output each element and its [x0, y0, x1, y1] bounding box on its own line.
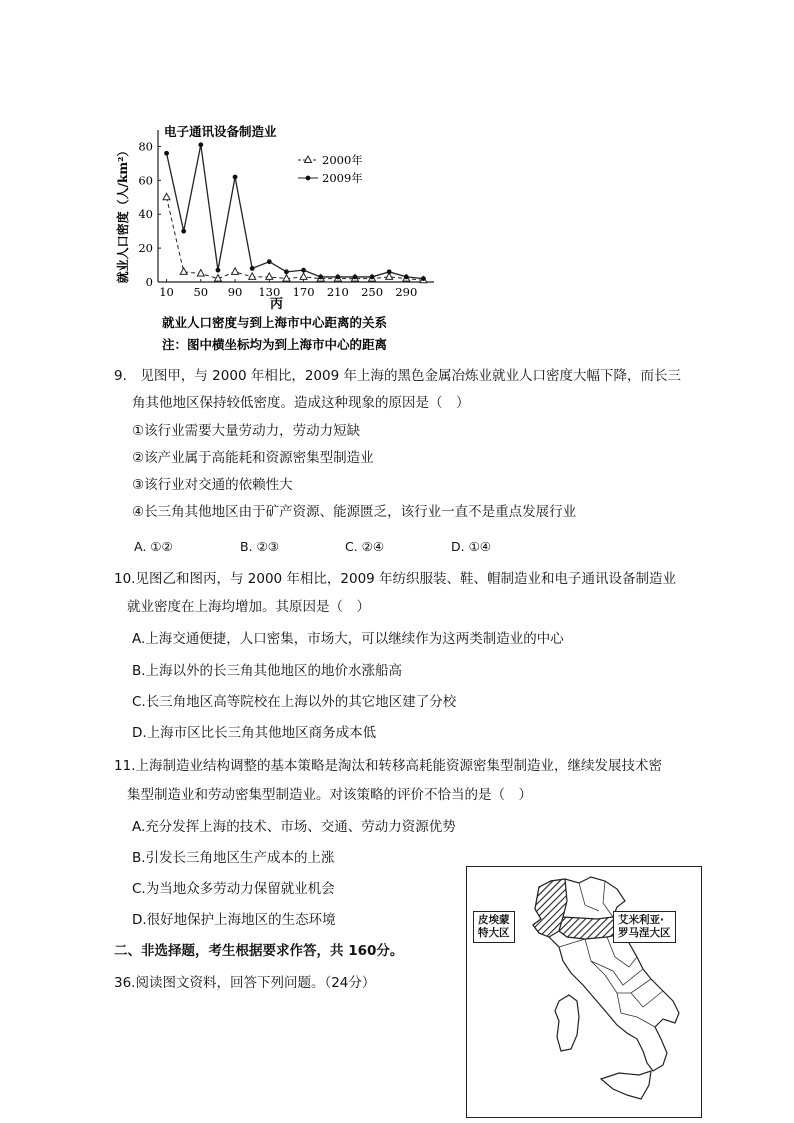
q11-option-d[interactable]: D.很好地保护上海地区的生态环境 [132, 912, 336, 928]
employment-density-chart [112, 120, 442, 360]
x-tick-label: 90 [227, 285, 243, 299]
data-point-2009 [233, 175, 238, 180]
data-point-2009 [216, 268, 221, 273]
q9-option-d[interactable]: D. ①④ [451, 539, 491, 554]
chart-title: 电子通讯设备制造业 [164, 124, 277, 139]
data-point-2009 [284, 269, 289, 274]
data-point-2000 [163, 193, 170, 200]
series-line-2000年 [167, 197, 424, 280]
x-tick-label: 210 [326, 285, 349, 299]
data-point-2009 [404, 275, 409, 280]
q10-option-a[interactable]: A.上海交通便捷，人口密集，市场大，可以继续作为这两类制造业的中心 [132, 631, 564, 647]
legend-marker [306, 176, 311, 181]
data-point-2009 [198, 142, 203, 147]
data-point-2000 [180, 268, 187, 275]
q10-option-b[interactable]: B.上海以外的长三角其他地区的地价水涨船高 [132, 663, 403, 679]
q9-statement-1: ①该行业需要大量劳动力，劳动力短缺 [132, 423, 361, 439]
data-point-2009 [370, 275, 375, 280]
data-point-2000 [266, 273, 273, 280]
q9-option-c[interactable]: C. ②④ [345, 539, 385, 554]
data-point-2009 [267, 259, 272, 264]
q9-stem-line2: 角其他地区保持较低密度。造成这种现象的原因是（ ） [132, 395, 470, 411]
x-tick-label: 250 [361, 285, 384, 299]
q9-statement-3: ③该行业对交通的依赖性大 [132, 477, 293, 493]
label-emilia-romagna: 艾米利亚· 罗马涅大区 [613, 911, 676, 943]
q10-option-d[interactable]: D.上海市区比长三角其他地区商务成本低 [132, 725, 377, 741]
chart-legend [298, 153, 363, 185]
q10-option-c[interactable]: C.长三角地区高等院校在上海以外的其它地区建了分校 [132, 694, 457, 710]
y-tick-label: 80 [138, 139, 153, 154]
legend-label: 2009年 [322, 171, 363, 185]
data-point-2000 [232, 268, 239, 275]
q11-option-c[interactable]: C.为当地众多劳动力保留就业机会 [132, 881, 335, 897]
q9-option-b[interactable]: B. ②③ [240, 539, 279, 554]
legend-label: 2000年 [322, 153, 363, 167]
y-tick-label: 60 [138, 173, 153, 188]
data-point-2000 [283, 275, 290, 282]
y-tick-label: 20 [138, 241, 153, 256]
chart-xlabel: 丙 [270, 297, 284, 312]
x-tick-label: 10 [159, 285, 174, 299]
q9-stem-line1: 9. 见图甲，与 2000 年相比，2009 年上海的黑色金属冶炼业就业人口密度大幅下降，而长三 [114, 368, 681, 384]
data-point-2009 [353, 275, 358, 280]
emilia-romagna-region [559, 917, 619, 939]
x-tick-label: 290 [395, 285, 418, 299]
italy-regions-map [466, 866, 702, 1118]
q9-statement-2: ②该产业属于高能耗和资源密集型制造业 [132, 450, 374, 466]
data-point-2009 [318, 275, 323, 280]
sardinia-island [555, 995, 579, 1051]
italy-outline [467, 867, 701, 1117]
chart-ylabel: 就业人口密度（人/km²） [116, 144, 130, 284]
q11-stem-line1: 11.上海制造业结构调整的基本策略是淘汰和转移高耗能资源密集型制造业，继续发展技术密 [114, 758, 662, 774]
section-2-heading: 二、非选择题，考生根据要求作答，共 160分。 [114, 943, 404, 959]
q10-stem-line2: 就业密度在上海均增加。其原因是（ ） [127, 599, 370, 615]
q11-stem-line2: 集型制造业和劳动密集型制造业。对该策略的评价不恰当的是（ ） [127, 787, 532, 803]
y-tick-label: 0 [145, 275, 153, 289]
data-point-2009 [421, 276, 426, 281]
data-point-2009 [164, 151, 169, 156]
chart-note: 注：图中横坐标均为到上海市中心的距离 [162, 337, 388, 352]
q9-option-a[interactable]: A. ①② [134, 539, 173, 554]
chart-axes [115, 130, 434, 299]
chart-marks [163, 142, 427, 282]
q9-statement-4: ④长三角其他地区由于矿产资源、能源匮乏，该行业一直不是重点发展行业 [132, 504, 577, 520]
data-point-2009 [181, 229, 186, 234]
data-point-2000 [300, 273, 307, 280]
label-piemonte: 皮埃蒙 特大区 [473, 911, 515, 943]
q11-option-b[interactable]: B.引发长三角地区生产成本的上涨 [132, 850, 335, 866]
data-point-2009 [387, 269, 392, 274]
data-point-2009 [250, 266, 255, 271]
x-tick-label: 50 [193, 285, 209, 299]
series-line-2009年 [167, 145, 424, 279]
legend-marker [305, 156, 312, 163]
data-point-2000 [197, 270, 204, 277]
sicily-island [601, 1071, 651, 1099]
data-point-2000 [249, 273, 256, 280]
q36-stem: 36.阅读图文资料，回答下列问题。（24分） [114, 975, 376, 991]
q10-stem-line1: 10.见图乙和图丙，与 2000 年相比，2009 年纺织服装、鞋、帽制造业和电子通讯设备制造业 [114, 571, 677, 587]
chart-caption: 就业人口密度与到上海市中心距离的关系 [162, 315, 388, 330]
q11-option-a[interactable]: A.充分发挥上海的技术、市场、交通、劳动力资源优势 [132, 819, 456, 835]
x-tick-label: 130 [258, 285, 281, 299]
data-point-2009 [335, 275, 340, 280]
data-point-2009 [301, 268, 306, 273]
x-tick-label: 170 [292, 285, 315, 299]
y-tick-label: 40 [138, 207, 153, 222]
